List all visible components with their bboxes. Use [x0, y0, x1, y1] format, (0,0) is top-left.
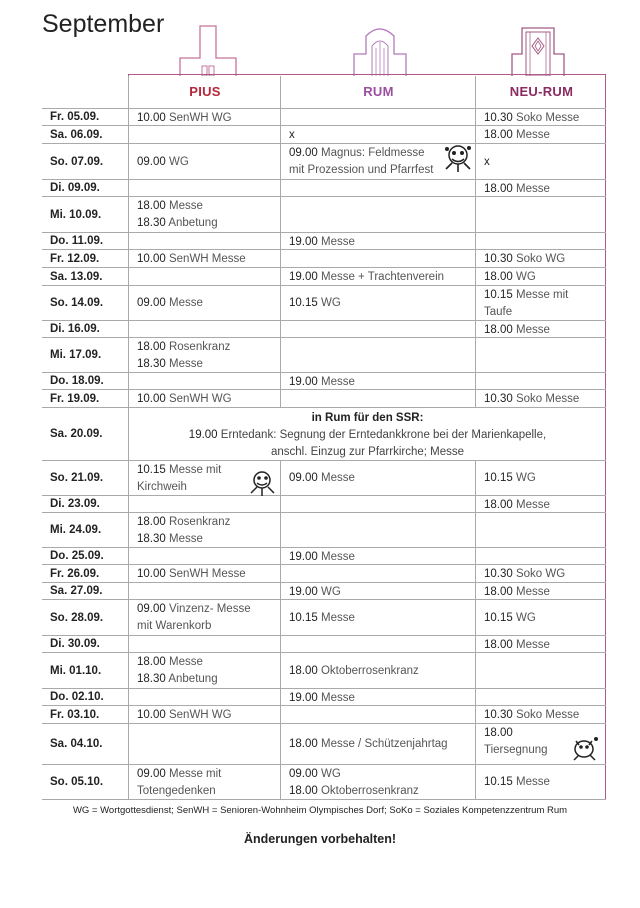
pius-cell	[128, 373, 280, 389]
neu-rum-cell	[475, 653, 606, 688]
entry-text: Anbetung	[168, 673, 218, 685]
entry-text: SenWH Messe	[168, 253, 246, 265]
entry-time: 09.00	[137, 603, 166, 615]
neu-rum-church-icon	[510, 24, 566, 76]
date-cell: Sa. 04.10.	[50, 738, 103, 750]
entry-time: 19.00	[289, 376, 318, 388]
animal-blessing-clipart-icon	[570, 735, 600, 768]
neu-rum-cell	[475, 390, 606, 407]
entry-line	[289, 736, 475, 753]
entry-text: Vinzenz- Messe	[168, 603, 251, 615]
entry-line	[484, 304, 606, 321]
date-cell: Di. 23.09.	[50, 498, 100, 510]
pius-cell	[128, 689, 280, 705]
rum-cell	[280, 636, 475, 652]
entry-text: Messe	[320, 692, 355, 704]
entry-text: Messe	[168, 358, 203, 370]
entry-text: SenWH WG	[168, 393, 232, 405]
rum-cell	[280, 250, 475, 267]
rum-cell	[280, 268, 475, 285]
entry-time: 18.30	[137, 358, 166, 370]
entry-line	[137, 339, 280, 356]
entry-text: Messe mit	[168, 768, 222, 780]
table-row	[42, 320, 606, 337]
entry-text: Messe	[320, 236, 355, 248]
table-row	[42, 389, 606, 407]
table-row	[42, 764, 606, 799]
entry-time: 10.15	[484, 611, 513, 624]
rum-cell	[280, 461, 475, 495]
neu-rum-cell	[475, 600, 606, 635]
entry-line	[484, 251, 606, 268]
entry-time: 10.00	[137, 112, 166, 124]
entry-line	[137, 356, 280, 373]
pius-cell	[128, 765, 280, 799]
date-cell: Sa. 06.09.	[50, 128, 103, 141]
neu-rum-cell	[475, 461, 606, 495]
rum-cell	[280, 197, 475, 232]
entry-time: 18.00	[484, 727, 513, 739]
entry-text: WG	[320, 297, 341, 309]
column-header-neu-rum: NEU-RUM	[475, 76, 607, 108]
pius-cell	[128, 126, 280, 143]
date-cell: Di. 09.09.	[50, 182, 100, 194]
rum-cell	[280, 653, 475, 688]
entry-line	[137, 198, 280, 215]
table-row	[42, 125, 606, 143]
entry-text: Magnus: Feldmesse	[320, 147, 425, 159]
entry-line	[137, 707, 280, 724]
entry-time: 10.30	[484, 568, 513, 580]
entry-text: WG	[515, 472, 536, 484]
rum-cell	[280, 548, 475, 564]
entry-time: 10.15	[289, 297, 318, 309]
date-cell: So. 07.09.	[50, 155, 104, 168]
entry-text: Messe	[515, 324, 550, 336]
entry-time: 19.00	[289, 692, 318, 704]
rum-cell	[280, 286, 475, 320]
entry-line	[289, 783, 475, 800]
neu-rum-cell	[475, 321, 606, 337]
table-row	[42, 635, 606, 652]
neu-rum-cell	[475, 706, 606, 723]
neu-rum-cell	[475, 583, 606, 599]
entry-line	[137, 251, 280, 268]
date-cell: Do. 11.09.	[50, 235, 104, 247]
table-row	[42, 599, 606, 635]
entry-text: Oktoberrosenkranz	[320, 785, 419, 797]
entry-text: Oktoberrosenkranz	[320, 664, 419, 677]
date-cell: So. 14.09.	[50, 297, 104, 309]
entry-text: mit Prozession und Pfarrfest	[289, 164, 434, 176]
entry-text: Messe	[320, 376, 355, 388]
pius-cell	[128, 653, 280, 688]
table-row	[42, 196, 606, 232]
date-cell: Fr. 26.09.	[50, 567, 100, 580]
rum-cell	[280, 565, 475, 582]
entry-line	[484, 127, 606, 144]
entry-line	[137, 215, 280, 232]
table-row	[42, 337, 606, 372]
entry-time: 10.15	[484, 289, 513, 301]
neu-rum-cell	[475, 548, 606, 564]
entry-text: Tiersegnung	[484, 744, 548, 756]
entry-text: SenWH WG	[168, 112, 232, 124]
entry-time: 19.00	[289, 551, 318, 563]
neu-rum-cell	[475, 197, 606, 232]
entry-line	[289, 295, 475, 312]
table-row	[42, 495, 606, 512]
date-cell: Sa. 20.09.	[50, 428, 103, 440]
entry-time: 09.00	[137, 155, 166, 168]
entry-text: Messe	[515, 183, 550, 195]
entry-time: 09.00	[137, 297, 166, 309]
rum-cell	[280, 321, 475, 337]
entry-time: 18.00	[289, 738, 318, 750]
neu-rum-cell	[475, 109, 606, 125]
entry-text: Soko Messe	[515, 393, 580, 405]
entry-time: 10.00	[137, 253, 166, 265]
rum-church-icon	[352, 24, 408, 76]
rum-cell	[280, 338, 475, 372]
pius-cell	[128, 636, 280, 652]
entry-text: Messe	[320, 472, 355, 484]
entry-line	[137, 444, 598, 461]
entry-time: 18.00	[484, 271, 513, 283]
pius-cell	[128, 286, 280, 320]
pius-cell	[128, 250, 280, 267]
pius-cell	[128, 321, 280, 337]
neu-rum-cell	[475, 126, 606, 143]
entry-time: 10.30	[484, 393, 513, 405]
neu-rum-cell	[475, 233, 606, 249]
pius-church-icon	[178, 24, 238, 76]
entry-line	[289, 127, 475, 144]
entry-text: Messe	[320, 551, 355, 563]
entry-line	[137, 514, 280, 531]
entry-text: Messe	[168, 200, 203, 212]
rum-cell	[280, 109, 475, 125]
entry-time: 09.00	[289, 472, 318, 484]
entry-text: Messe	[515, 776, 550, 788]
pius-cell	[128, 583, 280, 599]
date-cell: Sa. 13.09.	[50, 270, 103, 283]
rum-cell	[280, 390, 475, 407]
entry-time: 18.00	[137, 656, 166, 668]
pius-cell	[128, 180, 280, 196]
entry-line	[137, 766, 280, 783]
entry-text: Soko WG	[515, 568, 566, 580]
pius-cell	[128, 565, 280, 582]
table-row	[42, 582, 606, 599]
page-title: September	[42, 10, 165, 38]
entry-text: WG	[168, 155, 189, 168]
entry-line	[289, 470, 475, 487]
entry-text: mit Warenkorb	[137, 620, 212, 632]
neu-rum-cell	[475, 636, 606, 652]
x-mark: x	[289, 129, 295, 141]
neu-rum-cell	[475, 373, 606, 389]
entry-line	[289, 269, 475, 286]
entry-line	[137, 601, 280, 618]
pius-cell	[128, 706, 280, 723]
entry-line	[484, 566, 606, 583]
rum-cell	[280, 724, 475, 764]
entry-line	[137, 654, 280, 671]
table-row	[42, 407, 606, 460]
neu-rum-cell	[475, 180, 606, 196]
rum-cell	[280, 583, 475, 599]
date-cell: Fr. 05.09.	[50, 111, 100, 123]
entry-time: 10.15	[137, 464, 166, 476]
rum-cell	[280, 600, 475, 635]
changes-notice: Änderungen vorbehalten!	[243, 832, 397, 846]
entry-time: 18.30	[137, 217, 166, 229]
pius-cell	[128, 233, 280, 249]
entry-time: 18.00	[484, 129, 513, 141]
entry-line	[137, 671, 280, 688]
table-row	[42, 512, 606, 547]
entry-text: Messe / Schützenjahrtag	[320, 738, 448, 750]
date-cell: Sa. 27.09.	[50, 585, 103, 597]
entry-text: Messe mit	[515, 289, 569, 301]
entry-text: Messe	[320, 611, 355, 624]
table-row	[42, 179, 606, 196]
rum-cell	[280, 706, 475, 723]
pius-cell	[128, 109, 280, 125]
pius-cell	[128, 197, 280, 232]
date-cell: Mi. 24.09.	[50, 524, 102, 536]
neu-rum-cell	[475, 513, 606, 547]
entry-text: Anbetung	[168, 217, 218, 229]
entry-text: SenWH Messe	[168, 568, 246, 580]
festival-clipart-icon	[442, 143, 474, 178]
entry-text: Messe	[515, 586, 550, 598]
table-row	[42, 688, 606, 705]
entry-line	[137, 783, 280, 800]
table-row	[42, 652, 606, 688]
date-cell: So. 05.10.	[50, 776, 104, 788]
entry-text: Erntedank: Segnung der Erntedankkrone bei der Marienkapelle,	[220, 429, 547, 441]
entry-line	[137, 391, 280, 408]
joint-service-cell	[128, 408, 606, 460]
entry-time: 18.30	[137, 673, 166, 685]
entry-time: 18.00	[484, 499, 513, 511]
entry-time: 19.00	[289, 236, 318, 248]
date-cell: Do. 18.09.	[50, 375, 104, 387]
entry-line	[289, 766, 475, 783]
rum-cell	[280, 373, 475, 389]
table-row	[42, 267, 606, 285]
date-cell: Do. 02.10.	[50, 691, 104, 703]
table-row	[42, 460, 606, 495]
kirchweih-clipart-icon	[248, 469, 278, 502]
entry-text: Soko Messe	[515, 112, 580, 124]
pius-cell	[128, 338, 280, 372]
entry-time: 09.00	[137, 768, 166, 780]
date-cell: Fr. 12.09.	[50, 252, 100, 265]
entry-time: 10.30	[484, 253, 513, 265]
pius-cell	[128, 600, 280, 635]
entry-text: Messe	[515, 639, 550, 651]
entry-text: Totengedenken	[137, 785, 216, 797]
entry-line	[484, 287, 606, 304]
date-cell: Mi. 01.10.	[50, 664, 102, 677]
entry-text: anschl. Einzug zur Pfarrkirche; Messe	[270, 446, 465, 458]
entry-time: 18.00	[484, 639, 513, 651]
rum-cell	[280, 233, 475, 249]
entry-text: Messe	[168, 533, 203, 545]
date-cell: Fr. 03.10.	[50, 708, 100, 721]
entry-text: Messe mit	[168, 464, 222, 476]
entry-line	[484, 774, 606, 791]
entry-line	[137, 295, 280, 312]
neu-rum-cell	[475, 689, 606, 705]
entry-text: WG	[515, 271, 536, 283]
entry-line	[289, 663, 475, 680]
table-row	[42, 249, 606, 267]
abbreviations-footnote: WG = Wortgottesdienst; SenWH = Senioren-Wohnheim Olympisches Dorf; SoKo = Soziales Kompetenzzentrum Rum	[72, 805, 568, 816]
table-bottom-border	[42, 799, 606, 800]
entry-time: 18.00	[289, 785, 318, 797]
entry-time: 18.00	[484, 183, 513, 195]
pius-cell	[128, 513, 280, 547]
table-row	[42, 705, 606, 723]
neu-rum-cell	[475, 144, 606, 179]
entry-line	[484, 707, 606, 724]
neu-rum-cell	[475, 496, 606, 512]
entry-time: 10.30	[484, 709, 513, 721]
date-cell: Di. 30.09.	[50, 638, 100, 650]
entry-time: 18.00	[484, 324, 513, 336]
table-row	[42, 372, 606, 389]
neu-rum-cell	[475, 250, 606, 267]
entry-time: 09.00	[289, 147, 318, 159]
entry-time: 18.00	[137, 516, 166, 528]
entry-text: Messe	[515, 499, 550, 511]
entry-time: 10.30	[484, 112, 513, 124]
neu-rum-cell	[475, 268, 606, 285]
neu-rum-cell	[475, 565, 606, 582]
entry-time: 10.15	[484, 472, 513, 484]
entry-time: 19.00	[289, 271, 318, 283]
pius-cell	[128, 390, 280, 407]
entry-text: WG	[320, 768, 341, 780]
date-cell: Mi. 10.09.	[50, 208, 102, 221]
rum-cell	[280, 180, 475, 196]
joint-service-heading: in Rum für den SSR:	[311, 412, 424, 424]
entry-time: 18.00	[137, 341, 166, 353]
entry-text: Taufe	[484, 306, 513, 318]
pius-cell	[128, 724, 280, 764]
rum-cell	[280, 689, 475, 705]
entry-text: Messe + Trachtenverein	[320, 271, 445, 283]
date-cell: Fr. 19.09.	[50, 392, 100, 405]
table-row	[42, 723, 606, 764]
entry-time: 09.00	[289, 768, 318, 780]
entry-time: 19.00	[188, 429, 218, 441]
date-cell: Mi. 17.09.	[50, 349, 102, 361]
entry-line	[137, 154, 280, 171]
entry-time: 18.30	[137, 533, 166, 545]
entry-line	[137, 566, 280, 583]
rum-cell	[280, 513, 475, 547]
entry-line	[484, 470, 606, 487]
pius-cell	[128, 144, 280, 179]
table-row	[42, 547, 606, 564]
entry-text: WG	[515, 611, 536, 624]
x-mark: x	[484, 155, 490, 168]
entry-line	[289, 610, 475, 627]
entry-line	[484, 391, 606, 408]
table-row	[42, 143, 606, 179]
entry-time: 19.00	[289, 586, 318, 598]
table-row	[42, 108, 606, 125]
entry-time: 10.15	[484, 776, 513, 788]
neu-rum-cell	[475, 765, 606, 799]
entry-time: 18.00	[289, 664, 318, 677]
entry-text: Messe	[168, 297, 203, 309]
entry-text: Soko WG	[515, 253, 566, 265]
date-cell: So. 28.09.	[50, 611, 104, 624]
rum-cell	[280, 765, 475, 799]
date-cell: Do. 25.09.	[50, 550, 104, 562]
entry-text: WG	[320, 586, 341, 598]
entry-line	[484, 269, 606, 286]
entry-line	[484, 154, 606, 171]
entry-time: 10.00	[137, 568, 166, 580]
table-row	[42, 564, 606, 582]
neu-rum-cell	[475, 338, 606, 372]
entry-time: 18.00	[484, 586, 513, 598]
date-cell: So. 21.09.	[50, 472, 104, 484]
entry-text: SenWH WG	[168, 709, 232, 721]
entry-time: 10.00	[137, 393, 166, 405]
entry-time: 18.00	[137, 200, 166, 212]
rum-cell	[280, 126, 475, 143]
column-header-pius: PIUS	[128, 76, 281, 108]
table-row	[42, 232, 606, 249]
entry-text: Kirchweih	[137, 481, 187, 493]
entry-line	[484, 610, 606, 627]
entry-time: 10.00	[137, 709, 166, 721]
pius-cell	[128, 268, 280, 285]
rum-cell	[280, 496, 475, 512]
entry-text: Messe	[168, 656, 203, 668]
entry-line	[137, 531, 280, 548]
entry-text: Rosenkranz	[168, 516, 231, 528]
entry-line	[137, 618, 280, 635]
column-header-rum: RUM	[280, 76, 476, 108]
entry-time: 10.15	[289, 611, 318, 624]
entry-text: Soko Messe	[515, 709, 580, 721]
pius-cell	[128, 548, 280, 564]
entry-line	[137, 427, 598, 444]
entry-text: Messe	[515, 129, 550, 141]
date-cell: Di. 16.09.	[50, 323, 100, 335]
table-row	[42, 285, 606, 320]
neu-rum-cell	[475, 286, 606, 320]
entry-text: Rosenkranz	[168, 341, 231, 353]
